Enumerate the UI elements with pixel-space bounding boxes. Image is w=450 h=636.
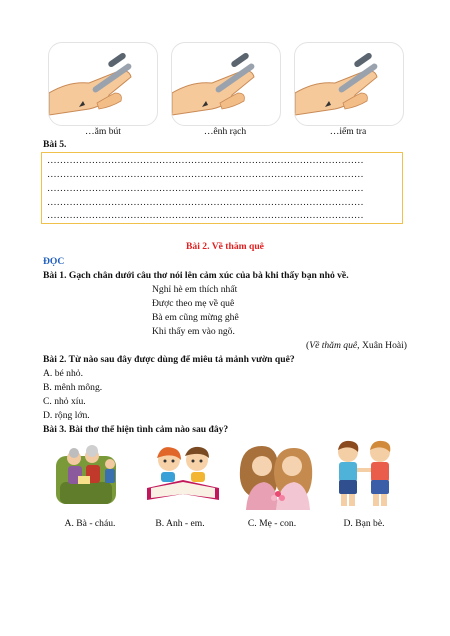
mother-child-icon bbox=[234, 438, 318, 510]
bai5-title: Bài 5. bbox=[43, 139, 67, 150]
source-open: ( bbox=[306, 340, 310, 351]
hand-writing-icon bbox=[49, 43, 157, 125]
friends-icon bbox=[324, 438, 408, 510]
poem-line-4: Khi thấy em vào ngõ. bbox=[152, 326, 235, 337]
section-doc: ĐỌC bbox=[43, 256, 65, 267]
hand-writing-image-3 bbox=[294, 42, 404, 126]
q3-option-d[interactable]: D. Bạn bè. bbox=[343, 518, 385, 529]
dotted-line: ……………………………………………………………………………………… bbox=[47, 197, 364, 208]
q3-option-a[interactable]: A. Bà - cháu. bbox=[64, 518, 116, 529]
mother-child-illustration bbox=[234, 438, 318, 510]
hand-writing-image-1 bbox=[48, 42, 158, 126]
grandparents-icon bbox=[50, 438, 134, 510]
poem-line-3: Bà em cũng mừng ghê bbox=[152, 312, 239, 323]
source-title: Về thăm quê bbox=[309, 340, 358, 351]
hand-label-2: …ênh rạch bbox=[203, 126, 247, 137]
question-3: Bài 3. Bài thơ thể hiện tình cảm nào sau đây? bbox=[43, 424, 229, 435]
hand-writing-icon bbox=[295, 43, 403, 125]
hand-label-3: …iểm tra bbox=[329, 126, 367, 137]
q2-option-d[interactable]: D. rộng lớn. bbox=[43, 410, 90, 421]
lesson-title: Bài 2. Về thăm quê bbox=[186, 241, 264, 252]
question-2: Bài 2. Từ nào sau đây được dùng để miêu tả mảnh vườn quê? bbox=[43, 354, 295, 365]
grandparents-illustration bbox=[50, 438, 134, 510]
q3-option-c[interactable]: C. Mẹ - con. bbox=[247, 518, 297, 529]
dotted-line: ……………………………………………………………………………………… bbox=[47, 210, 364, 221]
q2-option-a[interactable]: A. bé nhỏ. bbox=[43, 368, 83, 379]
poem-source bbox=[306, 340, 407, 352]
q2-option-b[interactable]: B. mênh mông. bbox=[43, 382, 103, 393]
hand-label-1: …ăm bút bbox=[85, 126, 121, 137]
answer-box[interactable] bbox=[41, 152, 403, 224]
source-author: , Xuân Hoài) bbox=[357, 340, 407, 351]
q3-option-b[interactable]: B. Anh - em. bbox=[155, 518, 205, 529]
question-1-prefix: Bài 1 bbox=[43, 270, 65, 281]
hand-writing-icon bbox=[172, 43, 280, 125]
q2-option-c[interactable]: C. nhỏ xíu. bbox=[43, 396, 86, 407]
poem-line-2: Được theo mẹ về quê bbox=[152, 298, 235, 309]
dotted-line: ……………………………………………………………………………………… bbox=[47, 155, 364, 166]
dotted-line: ……………………………………………………………………………………… bbox=[47, 169, 364, 180]
poem-line-1: Nghỉ hè em thích nhất bbox=[152, 284, 238, 295]
dotted-line: ……………………………………………………………………………………… bbox=[47, 183, 364, 194]
siblings-reading-illustration bbox=[143, 438, 227, 510]
question-1 bbox=[43, 270, 349, 282]
question-1-text: . Gạch chân dưới câu thơ nói lên cảm xúc của bà khi thấy bạn nhỏ về. bbox=[64, 270, 349, 281]
siblings-icon bbox=[143, 438, 227, 510]
hand-writing-image-2 bbox=[171, 42, 281, 126]
friends-illustration bbox=[324, 438, 408, 510]
